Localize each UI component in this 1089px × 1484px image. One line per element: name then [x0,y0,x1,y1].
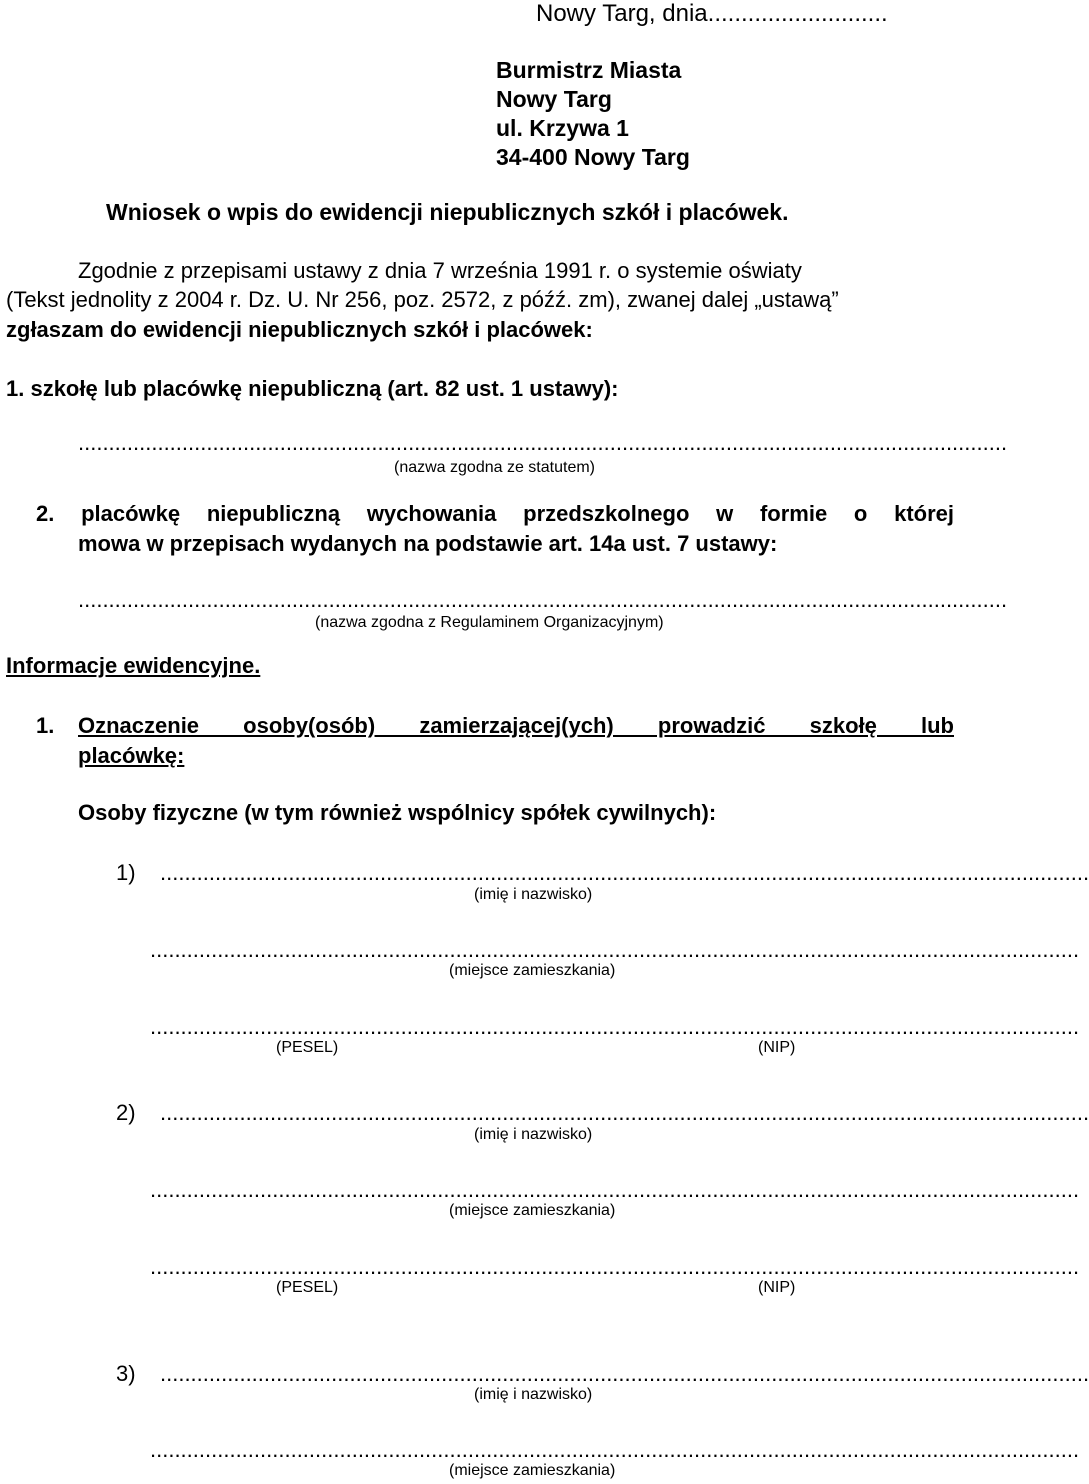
person-3-number: 3) [116,1361,136,1386]
recipient-block [496,56,690,172]
person-2-nip-caption: (NIP) [758,1279,796,1296]
person-2-number: 2) [116,1100,136,1125]
person-1-nip-caption: (NIP) [758,1039,796,1056]
item-1-field[interactable]: ........................................................................................................................................................ [78,430,1008,455]
person-2-pesel-nip-field[interactable]: ........................................................................................................................................................ [150,1254,1080,1279]
item-2-line-2: mowa w przepisach wydanych na podstawie art. 14a ust. 7 ustawy: [78,531,778,556]
person-2-address-caption: (miejsce zamieszkania) [449,1202,616,1219]
recipient-line-4: 34-400 Nowy Targ [496,144,690,170]
person-2-address-field[interactable]: ........................................................................................................................................................ [150,1177,1080,1202]
person-2-name-field[interactable]: ........................................................................................................................................................ [160,1100,1089,1125]
intro-line-1: Zgodnie z przepisami ustawy z dnia 7 września 1991 r. o systemie oświaty [78,258,802,283]
person-3-address-field[interactable]: ........................................................................................................................................................ [150,1437,1080,1462]
owner-line-1: Oznaczenie osoby(osób) zamierzającej(ych) prowadzić szkołę lub [78,713,954,738]
item-1-label: 1. szkołę lub placówkę niepubliczną (art. 82 ust. 1 ustawy): [6,376,619,401]
persons-heading: Osoby fizyczne (w tym również wspólnicy spółek cywilnych): [78,800,717,825]
person-2-name-caption: (imię i nazwisko) [474,1126,593,1143]
recipient-line-1: Burmistrz Miasta [496,57,682,83]
person-1-address-field[interactable]: ........................................................................................................................................................ [150,937,1080,962]
person-3-name-field[interactable]: ........................................................................................................................................................ [160,1361,1089,1386]
person-1-pesel-nip-field[interactable]: ........................................................................................................................................................ [150,1014,1080,1039]
person-3-name-caption: (imię i nazwisko) [474,1386,593,1403]
document-title: Wniosek o wpis do ewidencji niepublicznych szkół i placówek. [106,199,789,225]
person-3-address-caption: (miejsce zamieszkania) [449,1462,616,1479]
recipient-line-3: ul. Krzywa 1 [496,115,629,141]
person-2-pesel-caption: (PESEL) [276,1279,339,1296]
intro-line-3: zgłaszam do ewidencji niepublicznych szkół i placówek: [6,317,593,342]
intro-line-2: (Tekst jednolity z 2004 r. Dz. U. Nr 256, poz. 2572, z późź. zm), zwanej dalej „ustawą” [6,287,839,312]
item-2-line-1: 2. placówkę niepubliczną wychowania przedszkolnego w formie o której [36,501,954,526]
owner-line-2: placówkę: [78,743,185,768]
person-1-pesel-caption: (PESEL) [276,1039,339,1056]
place-date: Nowy Targ, dnia........................... [536,0,888,27]
item-2-field[interactable]: ........................................................................................................................................................ [78,587,1008,612]
person-1-number: 1) [116,860,136,885]
section-heading: Informacje ewidencyjne. [6,653,261,678]
recipient-line-2: Nowy Targ [496,86,612,112]
person-1-name-caption: (imię i nazwisko) [474,886,593,903]
item-1-caption: (nazwa zgodna ze statutem) [394,459,595,476]
item-2-caption: (nazwa zgodna z Regulaminem Organizacyjnym) [315,614,664,631]
owner-number: 1. [36,713,55,738]
person-1-name-field[interactable]: ........................................................................................................................................................ [160,860,1089,885]
person-1-address-caption: (miejsce zamieszkania) [449,962,616,979]
